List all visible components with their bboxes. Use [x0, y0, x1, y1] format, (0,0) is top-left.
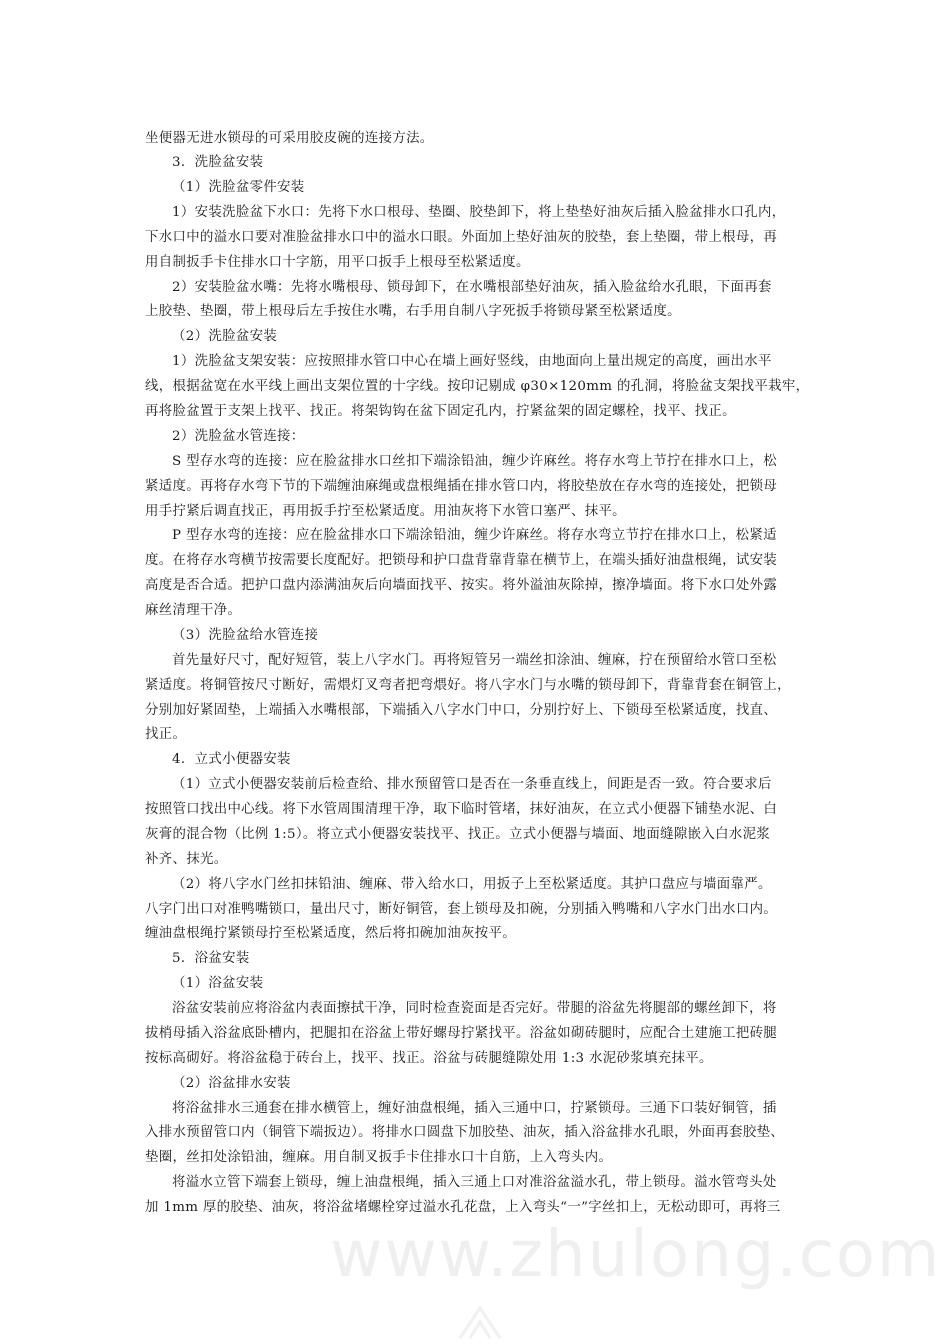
text-line: （2）将八字水门丝扣抹铅油、缠麻、带入给水口，用扳子上至松紧适度。其护口盘应与墙面靠严。 [172, 877, 772, 892]
text-line: 上胶垫、垫圈，带上根母后左手按住水嘴，右手用自制八字死扳手将锁母紧至松紧适度。 [145, 304, 681, 319]
text-line: 找正。 [145, 727, 187, 742]
text-line: 首先量好尺寸，配好短管，装上八字水门。再将短管另一端丝扣涂油、缠麻，拧在预留给水管口至松 [172, 653, 777, 668]
section-heading: 4．立式小便器安装 [172, 752, 291, 767]
text-line: 再将脸盆置于支架上找平、找正。将架钩钩在盆下固定孔内，拧紧盆架的固定螺栓，找平、找正。 [145, 404, 736, 419]
text-line: 紧适度。将铜管按尺寸断好，需煨灯叉弯者把弯煨好。将八字水门与水嘴的锁母卸下，背靠背套在铜管上， [145, 678, 791, 693]
text-line: S 型存水弯的连接：应在脸盆排水口丝扣下端涂铅油，缠少许麻丝。将存水弯上节拧在排水口上，松 [172, 454, 777, 469]
subsection-heading: （3）洗脸盆给水管连接 [172, 628, 319, 643]
text-line: 加 1mm 厚的胶垫、油灰，将浴盆堵螺栓穿过溢水孔花盘，上入弯头“一”字丝扣上，无松动即可，再将三 [145, 1200, 781, 1215]
section-heading: 5．浴盆安装 [172, 951, 250, 966]
text-line: （1）立式小便器安装前后检查给、排水预留管口是否在一条垂直线上，间距是否一致。符合要求后 [172, 777, 772, 792]
subsection-heading: （1）浴盆安装 [172, 976, 264, 991]
text-line: 缠油盘根绳拧紧锁母拧至松紧适度，然后将扣碗加油灰按平。 [145, 926, 516, 941]
text-line: 2）洗脸盆水管连接： [172, 429, 305, 444]
text-line: 线，根据盆宽在水平线上画出支架位置的十字线。按印记剔成 φ30×120mm 的孔洞，将脸盆支架找平栽牢， [145, 379, 810, 394]
text-line: 灰膏的混合物（比例 1:5）。将立式小便器安装找平、找正。立式小便器与墙面、地面缝隙嵌入白水泥浆 [145, 827, 771, 842]
subsection-heading: （2）浴盆排水安装 [172, 1076, 291, 1091]
text-line: 1）安装洗脸盆下水口：先将下水口根母、垫圈、胶垫卸下，将上垫垫好油灰后插入脸盆排水口孔内， [172, 205, 786, 220]
text-line: 麻丝清理干净。 [145, 603, 242, 618]
text-line: 1）洗脸盆支架安装：应按照排水管口中心在墙上画好竖线，由地面向上量出规定的高度，画出水平 [172, 354, 772, 369]
subsection-heading: （1）洗脸盆零件安装 [172, 180, 305, 195]
text-line: 用自制扳手卡住排水口十字筋，用平口扳手上根母至松紧适度。 [145, 255, 530, 270]
text-line: 下水口中的溢水口要对准脸盆排水口中的溢水口眼。外面加上垫好油灰的胶垫，套上垫圈，带上根母，再 [145, 230, 778, 245]
text-line: 坐便器无进水锁母的可采用胶皮碗的连接方法。 [145, 131, 434, 146]
text-line: 拔梢母插入浴盆底卧槽内，把腿扣在浴盆上带好螺母拧紧找平。浴盆如砌砖腿时，应配合土建施工把砖腿 [145, 1026, 778, 1041]
text-line: 高度是否合适。把护口盘内添满油灰后向墙面找平、按实。将外溢油灰除掉，擦净墙面。将下水口处外露 [145, 578, 778, 593]
text-line: 紧适度。再将存水弯下节的下端缠油麻绳或盘根绳插在排水管口内，将胶垫放在存水弯的连接处，把锁母 [145, 479, 778, 494]
text-line: 将溢水立管下端套上锁母，缠上油盘根绳，插入三通上口对准浴盆溢水孔，带上锁母。溢水管弯头处 [172, 1175, 777, 1190]
text-line: 浴盆安装前应将浴盆内表面擦拭干净，同时检查瓷面是否完好。带腿的浴盆先将腿部的螺丝卸下，将 [172, 1001, 777, 1016]
text-line: 八字门出口对准鸭嘴锁口，量出尺寸，断好铜管，套上锁母及扣碗，分别插入鸭嘴和八字水门出水口内。 [145, 902, 778, 917]
subsection-heading: （2）洗脸盆安装 [172, 329, 278, 344]
text-line: 2）安装脸盆水嘴：先将水嘴根母、锁母卸下，在水嘴根部垫好油灰，插入脸盆给水孔眼，下面再套 [172, 280, 772, 295]
section-heading: 3．洗脸盆安装 [172, 155, 264, 170]
text-line: 将浴盆排水三通套在排水横管上，缠好油盘根绳，插入三通中口，拧紧锁母。三通下口装好铜管，插 [172, 1101, 777, 1116]
text-line: 入排水预留管口内（铜管下端扳边）。将排水口圆盘下加胶垫、油灰，插入浴盆排水孔眼，外面再套胶垫、 [145, 1125, 785, 1140]
text-line: 按标高砌好。将浴盆稳于砖台上，找平、找正。浴盆与砖腿缝隙处用 1:3 水泥砂浆填充抹平。 [145, 1051, 713, 1066]
watermark-text: www.zhulong.com [330, 1218, 942, 1292]
watermark-logo-icon [450, 1300, 510, 1340]
text-line: P 型存水弯的连接：应在脸盆排水口下端涂铅油，缠少许麻丝。将存水弯立节拧在排水口上，松紧适 [172, 528, 777, 543]
text-line: 按照管口找出中心线。将下水管周围清理干净，取下临时管堵，抹好油灰，在立式小便器下铺垫水泥、白 [145, 802, 778, 817]
text-line: 度。在将存水弯横节按需要长度配好。把锁母和护口盘背靠背靠在横节上，在端头插好油盘根绳，试安装 [145, 553, 778, 568]
text-line: 用手拧紧后调直找正，再用扳手拧至松紧适度。用油灰将下水管口塞严、抹平。 [145, 504, 626, 519]
text-line: 补齐、抹光。 [145, 852, 228, 867]
text-line: 垫圈，丝扣处涂铅油，缠麻。用自制叉扳手卡住排水口十自筋，上入弯头内。 [145, 1150, 613, 1165]
text-line: 分别加好紧固垫，上端插入水嘴根部，下端插入八字水门中口，分别拧好上、下锁母至松紧适度，找直、 [145, 703, 778, 718]
